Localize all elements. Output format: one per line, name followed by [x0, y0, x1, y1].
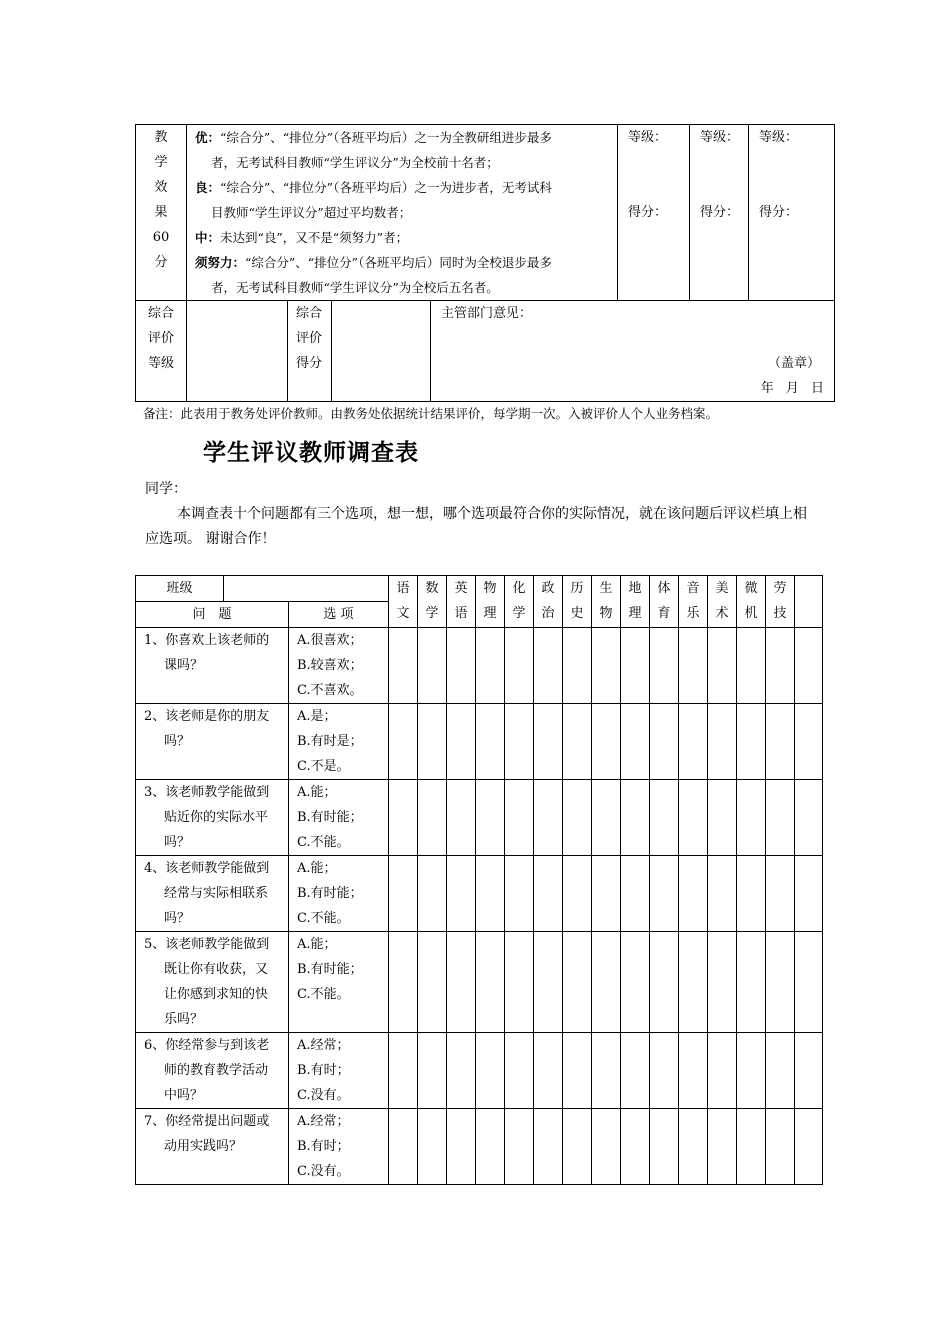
question-row: [136, 704, 823, 780]
overall-score-label: 综合 评价 得分: [296, 306, 323, 371]
grade-cell-1[interactable]: 等级： 得分：: [618, 125, 690, 301]
rating-cell[interactable]: [476, 780, 505, 856]
option-item: B.有时；: [297, 1139, 350, 1154]
rating-cell[interactable]: [795, 856, 823, 932]
subject-header: 美 术: [708, 576, 737, 628]
option-item: B.有时；: [297, 1063, 350, 1078]
rating-cell[interactable]: [563, 1109, 592, 1185]
option-item: A.经常；: [297, 1114, 350, 1129]
option-item: B.有时能；: [297, 886, 363, 901]
rating-cell[interactable]: [621, 856, 650, 932]
rating-cell[interactable]: [592, 1033, 621, 1109]
rating-cell[interactable]: [534, 628, 563, 704]
rating-cell[interactable]: [737, 628, 766, 704]
subject-header-blank: [795, 576, 823, 628]
grade-cell-2[interactable]: 等级： 得分：: [690, 125, 749, 301]
rating-cell[interactable]: [476, 932, 505, 1033]
criterion-good: 良：“综合分”、“排位分”（各班平均后）之一为进步者，无考试科 目教师“学生评议分”超过平均数者；: [195, 180, 552, 220]
rating-cell[interactable]: [447, 856, 476, 932]
rating-cell[interactable]: [389, 780, 418, 856]
rating-cell[interactable]: [650, 628, 679, 704]
rating-cell[interactable]: [592, 856, 621, 932]
question-text: 5、该老师教学能做到 既让你有收获，又 让你感到求知的快 乐吗？: [136, 932, 289, 1033]
option-item: A.能；: [297, 861, 337, 876]
overall-grade-value[interactable]: [187, 301, 288, 402]
option-item: B.较喜欢；: [297, 658, 363, 673]
criterion-excellent: 优：“综合分”、“排位分”（各班平均后）之一为全教研组进步最多 者，无考试科目教师“学生评议分”为全校前十名者；: [195, 130, 552, 170]
rating-cell[interactable]: [795, 932, 823, 1033]
rating-cell[interactable]: [447, 628, 476, 704]
rating-cell[interactable]: [447, 704, 476, 780]
rating-cell[interactable]: [621, 1109, 650, 1185]
question-row: [136, 1033, 823, 1109]
option-item: A.是；: [297, 709, 337, 724]
subject-header: 体 育: [650, 576, 679, 628]
subject-header: 劳 技: [766, 576, 795, 628]
option-item: B.有时能；: [297, 810, 363, 825]
rating-cell[interactable]: [766, 1033, 795, 1109]
rating-cell[interactable]: [418, 932, 447, 1033]
rating-cell[interactable]: [505, 1109, 534, 1185]
question-row: [136, 932, 823, 1033]
rating-cell[interactable]: [621, 1033, 650, 1109]
rating-cell[interactable]: [389, 932, 418, 1033]
rating-cell[interactable]: [766, 932, 795, 1033]
question-text: 3、该老师教学能做到 贴近你的实际水平 吗？: [136, 780, 289, 856]
greeting: 同学：: [145, 481, 187, 497]
rating-cell[interactable]: [418, 1109, 447, 1185]
question-text: 4、该老师教学能做到 经常与实际相联系 吗？: [136, 856, 289, 932]
question-row: [136, 780, 823, 856]
rating-cell[interactable]: [418, 1033, 447, 1109]
question-text: 2、该老师是你的朋友 吗？: [136, 704, 289, 780]
rating-cell[interactable]: [447, 1033, 476, 1109]
rating-cell[interactable]: [534, 1033, 563, 1109]
criterion-needs-effort: 须努力：“综合分”、“排位分”（各班平均后）同时为全校退步最多 者，无考试科目教师“学生评议分”为全校后五名者。: [195, 255, 552, 295]
rating-cell[interactable]: [418, 856, 447, 932]
rating-cell[interactable]: [737, 1109, 766, 1185]
rating-cell[interactable]: [505, 932, 534, 1033]
option-item: C.没有。: [297, 1164, 350, 1179]
rating-cell[interactable]: [766, 1109, 795, 1185]
overall-grade-label: 综合 评价 等级: [136, 301, 187, 402]
rating-cell[interactable]: [766, 704, 795, 780]
option-item: C.不是。: [297, 759, 350, 774]
subject-header: 语 文: [389, 576, 418, 628]
rating-cell[interactable]: [708, 704, 737, 780]
grade-cell-3[interactable]: 等级： 得分：: [749, 125, 835, 301]
class-label: 班级: [136, 576, 224, 602]
rating-cell[interactable]: [534, 856, 563, 932]
option-item: A.经常；: [297, 1038, 350, 1053]
rating-cell[interactable]: [592, 932, 621, 1033]
rating-cell[interactable]: [766, 856, 795, 932]
survey-title: 学生评议教师调查表: [203, 440, 419, 466]
subject-header: 历 史: [563, 576, 592, 628]
stamp-label: （盖章）: [768, 356, 821, 371]
question-text: 7、你经常提出问题或 动用实践吗？: [136, 1109, 289, 1185]
rating-cell[interactable]: [505, 780, 534, 856]
rating-cell[interactable]: [708, 932, 737, 1033]
rating-cell[interactable]: [679, 704, 708, 780]
subject-header: 微 机: [737, 576, 766, 628]
rating-cell[interactable]: [476, 704, 505, 780]
rating-cell[interactable]: [476, 1109, 505, 1185]
subject-header: 物 理: [476, 576, 505, 628]
subject-header: 英 语: [447, 576, 476, 628]
rating-cell[interactable]: [679, 1033, 708, 1109]
rating-cell[interactable]: [389, 1109, 418, 1185]
criterion-medium: 中：未达到“良”，又不是“须努力”者；: [195, 230, 409, 245]
rating-cell[interactable]: [389, 704, 418, 780]
rating-cell[interactable]: [563, 704, 592, 780]
rating-cell[interactable]: [505, 856, 534, 932]
rating-cell[interactable]: [650, 1109, 679, 1185]
question-header: 问 题: [136, 602, 289, 628]
option-item: A.能；: [297, 785, 337, 800]
rating-cell[interactable]: [563, 856, 592, 932]
rating-cell[interactable]: [621, 628, 650, 704]
rating-cell[interactable]: [505, 1033, 534, 1109]
rating-cell[interactable]: [795, 704, 823, 780]
option-item: C.不喜欢。: [297, 683, 363, 698]
rating-cell[interactable]: [650, 1033, 679, 1109]
option-item: A.能；: [297, 937, 337, 952]
option-item: C.不能。: [297, 987, 350, 1002]
rating-cell[interactable]: [708, 780, 737, 856]
date-label: 年 月 日: [760, 381, 825, 396]
rating-cell[interactable]: [650, 856, 679, 932]
option-item: A.很喜欢；: [297, 633, 363, 648]
rating-cell[interactable]: [737, 1033, 766, 1109]
rating-cell[interactable]: [534, 932, 563, 1033]
question-row: [136, 1109, 823, 1185]
teaching-effect-label: 教 学 效 果 60 分: [136, 125, 187, 301]
question-text: 1、你喜欢上该老师的 课吗？: [136, 628, 289, 704]
rating-cell[interactable]: [534, 780, 563, 856]
rating-cell[interactable]: [708, 856, 737, 932]
rating-cell[interactable]: [650, 704, 679, 780]
rating-cell[interactable]: [505, 704, 534, 780]
rating-cell[interactable]: [679, 780, 708, 856]
rating-cell[interactable]: [795, 780, 823, 856]
overall-score-value[interactable]: [331, 301, 430, 401]
rating-cell[interactable]: [679, 932, 708, 1033]
rating-cell[interactable]: [534, 704, 563, 780]
question-options: [289, 1033, 389, 1109]
question-options: [289, 628, 389, 704]
rating-cell[interactable]: [447, 780, 476, 856]
rating-cell[interactable]: [737, 932, 766, 1033]
rating-cell[interactable]: [447, 932, 476, 1033]
subject-header: 政 治: [534, 576, 563, 628]
rating-cell[interactable]: [766, 780, 795, 856]
rating-cell[interactable]: [708, 628, 737, 704]
rating-cell[interactable]: [737, 856, 766, 932]
rating-cell[interactable]: [592, 1109, 621, 1185]
subject-header: 数 学: [418, 576, 447, 628]
rating-cell[interactable]: [476, 628, 505, 704]
rating-cell[interactable]: [708, 1033, 737, 1109]
class-input[interactable]: [224, 576, 389, 602]
rating-cell[interactable]: [534, 1109, 563, 1185]
rating-cell[interactable]: [389, 1033, 418, 1109]
rating-cell[interactable]: [679, 856, 708, 932]
option-item: C.不能。: [297, 835, 350, 850]
question-options: [289, 1109, 389, 1185]
question-options: [289, 932, 389, 1033]
question-row: [136, 856, 823, 932]
question-options: [289, 780, 389, 856]
rating-cell[interactable]: [679, 628, 708, 704]
rating-cell[interactable]: [650, 780, 679, 856]
option-item: C.不能。: [297, 911, 350, 926]
subject-header: 音 乐: [679, 576, 708, 628]
rating-cell[interactable]: [563, 780, 592, 856]
survey-table: [135, 575, 823, 1185]
rating-cell[interactable]: [447, 1109, 476, 1185]
rating-cell[interactable]: [505, 628, 534, 704]
rating-cell[interactable]: [737, 704, 766, 780]
rating-cell[interactable]: [418, 780, 447, 856]
rating-cell[interactable]: [389, 628, 418, 704]
question-row: [136, 628, 823, 704]
question-options: [289, 704, 389, 780]
rating-cell[interactable]: [621, 704, 650, 780]
rating-cell[interactable]: [650, 932, 679, 1033]
question-options: [289, 856, 389, 932]
rating-cell[interactable]: [563, 932, 592, 1033]
rating-cell[interactable]: [563, 1033, 592, 1109]
subject-header: 地 理: [621, 576, 650, 628]
department-opinion[interactable]: 主管部门意见： （盖章） 年 月 日: [431, 301, 835, 402]
option-item: B.有时能；: [297, 962, 363, 977]
teacher-evaluation-table: [135, 124, 835, 402]
option-item: C.没有。: [297, 1088, 350, 1103]
rating-cell[interactable]: [418, 704, 447, 780]
remark-note: 备注：此表用于教务处评价教师。由教务处依据统计结果评价，每学期一次。入被评价人个人业务档案。: [143, 406, 719, 421]
rating-cell[interactable]: [418, 628, 447, 704]
rating-cell[interactable]: [592, 628, 621, 704]
survey-intro: 本调查表十个问题都有三个选项，想一想，哪个选项最符合你的实际情况，就在该问题后评议栏填上相应选项。 谢谢合作！: [145, 506, 807, 547]
question-text: 6、你经常参与到该老 师的教育教学活动 中吗？: [136, 1033, 289, 1109]
rating-cell[interactable]: [389, 856, 418, 932]
subject-header: 生 物: [592, 576, 621, 628]
rating-cell[interactable]: [621, 932, 650, 1033]
rating-cell[interactable]: [795, 1109, 823, 1185]
rating-cell[interactable]: [766, 628, 795, 704]
subject-header: 化 学: [505, 576, 534, 628]
rating-cell[interactable]: [592, 780, 621, 856]
option-header: 选 项: [289, 602, 389, 628]
rating-cell[interactable]: [795, 628, 823, 704]
rating-cell[interactable]: [708, 1109, 737, 1185]
rating-cell[interactable]: [563, 628, 592, 704]
criteria-cell: [187, 125, 618, 301]
rating-cell[interactable]: [621, 780, 650, 856]
rating-cell[interactable]: [476, 1033, 505, 1109]
rating-cell[interactable]: [592, 704, 621, 780]
option-item: B.有时是；: [297, 734, 363, 749]
rating-cell[interactable]: [737, 780, 766, 856]
rating-cell[interactable]: [795, 1033, 823, 1109]
rating-cell[interactable]: [679, 1109, 708, 1185]
rating-cell[interactable]: [476, 856, 505, 932]
